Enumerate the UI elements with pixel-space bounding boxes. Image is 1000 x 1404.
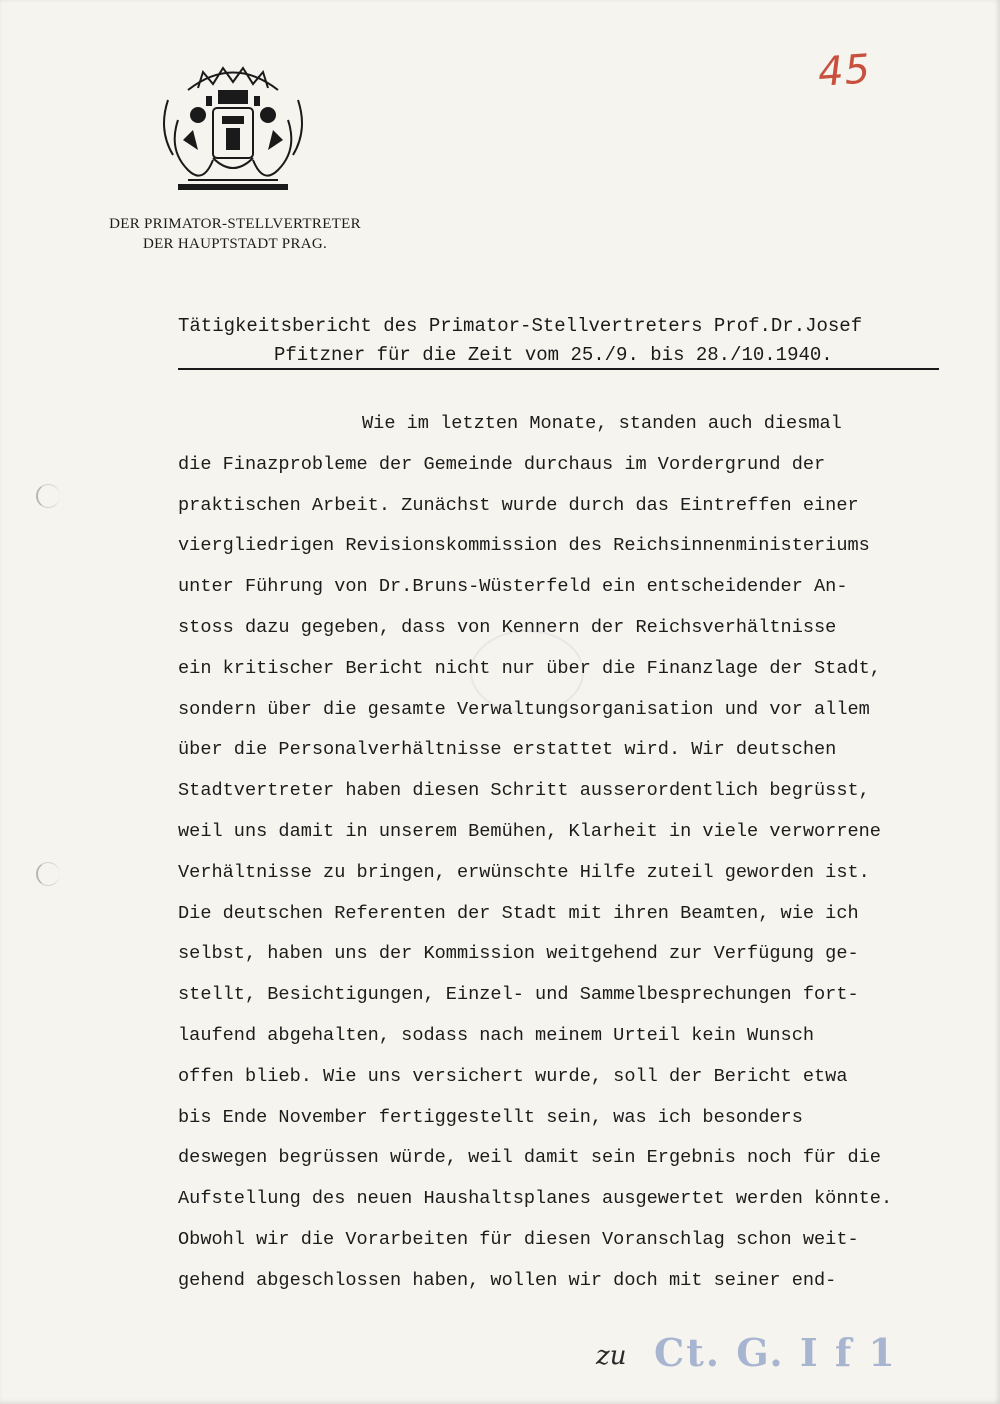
body-line: deswegen begrüssen würde, weil damit sein Ergebnis noch für die	[178, 1147, 881, 1169]
body-line: Stadtvertreter haben diesen Schritt ausserordentlich begrüsst,	[178, 780, 870, 802]
title-line-1: Tätigkeitsbericht des Primator-Stellvertreters Prof.Dr.Josef	[178, 315, 863, 337]
body-line: sondern über die gesamte Verwaltungsorganisation und vor allem	[178, 698, 870, 720]
page-number: 45	[816, 46, 873, 96]
body-line: gehend abgeschlossen haben, wollen wir doch mit seiner end-	[178, 1269, 837, 1291]
body-line: stellt, Besichtigungen, Einzel- und Sammelbesprechungen fort-	[178, 984, 859, 1006]
body-line: die Finazprobleme der Gemeinde durchaus im Vordergrund der	[178, 453, 826, 475]
body-line: Obwohl wir die Vorarbeiten für diesen Voranschlag schon weit-	[178, 1228, 859, 1250]
body-line: offen blieb. Wie uns versichert wurde, soll der Bericht etwa	[178, 1065, 848, 1087]
body-line: über die Personalverhältnisse erstattet wird. Wir deutschen	[178, 739, 837, 761]
body-line: Wie im letzten Monate, standen auch diesmal	[362, 413, 842, 434]
body-line: praktischen Arbeit. Zunächst wurde durch das Eintreffen einer	[178, 494, 859, 516]
body-line: ein kritischer Bericht nicht nur über die Finanzlage der Stadt,	[178, 657, 881, 679]
title-underline	[178, 368, 939, 370]
body-line: unter Führung von Dr.Bruns-Wüsterfeld ein entscheidender An-	[178, 576, 848, 598]
sender-line-1: DER PRIMATOR-STELLVERTRETER	[109, 216, 361, 232]
body-line: bis Ende November fertiggestellt sein, was ich besonders	[178, 1106, 803, 1128]
body-line: Verhältnisse zu bringen, erwünschte Hilfe zuteil geworden ist.	[178, 861, 870, 883]
body-line: laufend abgehalten, sodass nach meinem Urteil kein Wunsch	[178, 1024, 815, 1046]
archive-stamp: Ct. G. I f 1	[654, 1330, 897, 1375]
body-line: weil uns damit in unserem Bemühen, Klarheit in viele verworrene	[178, 820, 881, 842]
sender-line-2: DER HAUPTSTADT PRAG.	[142, 236, 328, 252]
punch-hole-top	[36, 484, 60, 508]
body-line: viergliedrigen Revisionskommission des Reichsinnenministeriums	[178, 535, 870, 557]
body-line: Die deutschen Referenten der Stadt mit ihren Beamten, wie ich	[178, 902, 859, 924]
punch-hole-bottom	[36, 862, 60, 886]
sender-block	[80, 214, 390, 254]
prague-coat-of-arms-icon	[158, 60, 308, 200]
body-line: selbst, haben uns der Kommission weitgehend zur Verfügung ge-	[178, 943, 859, 965]
archive-annotation	[590, 1320, 910, 1390]
body-line: stoss dazu gegeben, dass von Kennern der Reichsverhältnisse	[178, 616, 837, 638]
body-line: Aufstellung des neuen Haushaltsplanes ausgewertet werden könnte.	[178, 1188, 893, 1210]
handwritten-note: zu	[596, 1341, 627, 1371]
title-line-2: Pfitzner für die Zeit vom 25./9. bis 28./10.1940.	[274, 344, 833, 366]
body-text	[178, 404, 948, 1302]
